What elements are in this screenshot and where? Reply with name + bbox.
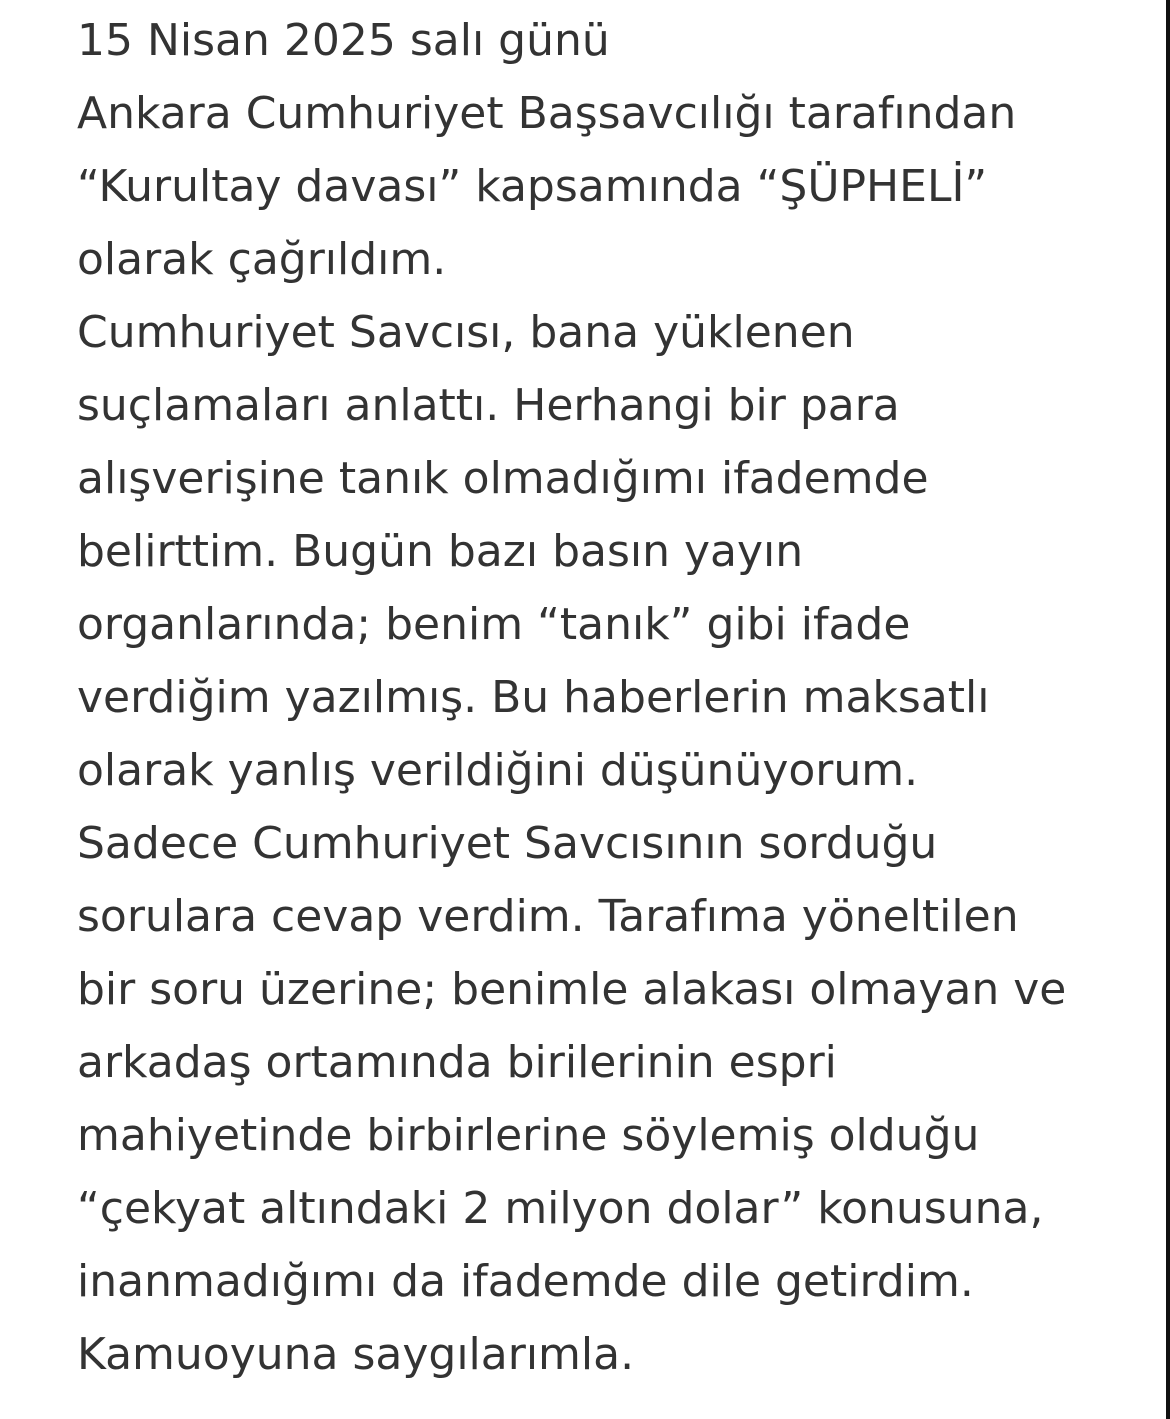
note-text-line: Ankara Cumhuriyet Başsavcılığı tarafından (77, 88, 1017, 139)
note-text-line: Cumhuriyet Savcısı, bana yüklenen (77, 307, 855, 358)
note-text-line: mahiyetinde birbirlerine söylemiş olduğu (77, 1110, 980, 1161)
note-text-line: olarak çağrıldım. (77, 234, 447, 285)
note-signoff-line: Kamuoyuna saygılarımla. (77, 1329, 635, 1380)
note-text-line: Sadece Cumhuriyet Savcısının sorduğu (77, 818, 938, 869)
note-text-line: “Kurultay davası” kapsamında “ŞÜPHELİ” (77, 161, 988, 212)
note-text-line: suçlamaları anlattı. Herhangi bir para (77, 380, 900, 431)
note-text-line: bir soru üzerine; benimle alakası olmayan ve (77, 964, 1067, 1015)
note-date-line: 15 Nisan 2025 salı günü (77, 15, 610, 66)
note-text-line: organlarında; benim “tanık” gibi ifade (77, 599, 911, 650)
note-text-line: verdiğim yazılmış. Bu haberlerin maksatlı (77, 672, 990, 723)
note-text-line: “çekyat altındaki 2 milyon dolar” konusuna, (77, 1183, 1044, 1234)
note-text-line: belirttim. Bugün bazı basın yayın (77, 526, 804, 577)
note-text-line: alışverişine tanık olmadığımı ifademde (77, 453, 929, 504)
note-body (77, 4, 1137, 1391)
note-text-line: inanmadığımı da ifademde dile getirdim. (77, 1256, 974, 1307)
screen-edge-divider (1166, 0, 1170, 1419)
note-text-line: arkadaş ortamında birilerinin espri (77, 1037, 837, 1088)
note-text-line: olarak yanlış verildiğini düşünüyorum. (77, 745, 919, 796)
note-text-line: sorulara cevap verdim. Tarafıma yöneltilen (77, 891, 1019, 942)
